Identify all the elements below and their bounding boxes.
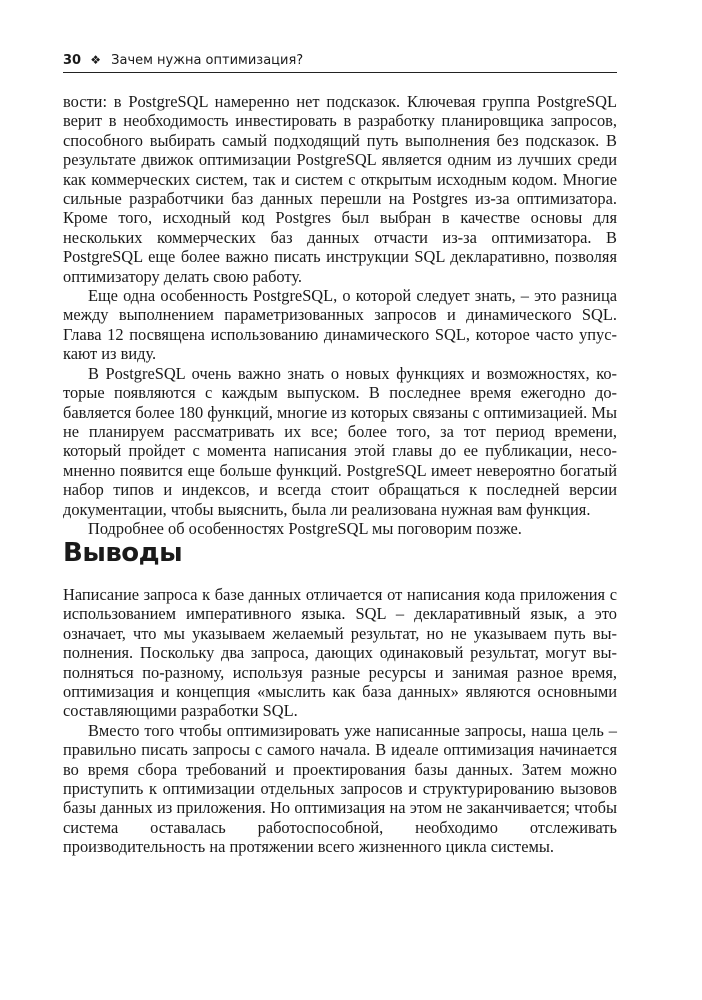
section-heading: Выводы [63, 538, 183, 568]
paragraph: вости: в PostgreSQL намеренно нет подсказок. Ключевая группа PostgreSQL верит в необходимость инвестировать в разработку планировщика запросов, способного выбирать самый подходящий путь выполнения без подсказок. В результате движок оптимизации PostgreSQL является одним из лучших среди как коммерческих систем, так и систем с открытым исходным кодом. Многие сильные разработчики баз данных перешли на Postgres из-за оптимизатора. Кроме того, исходный код Postgres был выбран в качестве основы для нескольких коммерческих баз данных отчасти из-за оптимизатора. В PostgreSQL еще более важно писать инструкции SQL декларативно, позволяя оптимизатору делать свою работу. [63, 92, 617, 286]
running-chapter-title: Зачем нужна оптимизация? [111, 53, 304, 68]
page-number: 30 [63, 53, 82, 68]
paragraph: Подробнее об особенностях PostgreSQL мы поговорим позже. [88, 518, 522, 538]
paragraph: В PostgreSQL очень важно знать о новых функциях и возможностях, которые появляются с каждым выпуском. В последнее время ежегодно добавляется более 180 функций, многие из которых связаны с оптимизацией. Мы не планируем рассматривать их все; более того, за тот период времени, который пройдет с момента написания этой главы до ее публикации, несомненно появится еще больше функций. PostgreSQL имеет невероятно богатый набор типов и индексов, и всегда стоит обращаться к последней версии документации, чтобы выяснить, была ли реализована нужная вам функция. [63, 363, 617, 519]
running-header [63, 51, 617, 71]
paragraph: Написание запроса к базе данных отличается от написания кода приложения с использованием императивного языка. SQL – декларативный язык, а это означает, что мы указываем желаемый результат, но не указываем путь выполнения. Поскольку два запроса, дающих одинаковый результат, могут выполняться по-разному, используя разные ресурсы и занимая разное время, оптимизация и концепция «мыслить как база данных» являются основными составляющими разработки SQL. [63, 585, 617, 721]
paragraph: Еще одна особенность PostgreSQL, о которой следует знать, – это разница между выполнением параметризованных запросов и динамического SQL. Глава 12 посвящена использованию динамического SQL, которое часто упускают из виду. [63, 286, 617, 364]
header-divider [63, 72, 617, 73]
body-text-top [63, 92, 617, 538]
fleuron-icon: ❖ [90, 53, 101, 67]
paragraph: Вместо того чтобы оптимизировать уже написанные запросы, наша цель – правильно писать запросы с самого начала. В идеале оптимизация начинается во время сбора требований и проектирования базы данных. Затем можно приступить к оптимизации отдельных запросов и структурированию вызовов базы данных из приложения. Но оптимизация на этом не заканчивается; чтобы система оставалась работоспособной, необходимо отслеживать производительность на протяжении всего жизненного цикла системы. [63, 720, 617, 857]
body-text-summary [63, 585, 617, 857]
